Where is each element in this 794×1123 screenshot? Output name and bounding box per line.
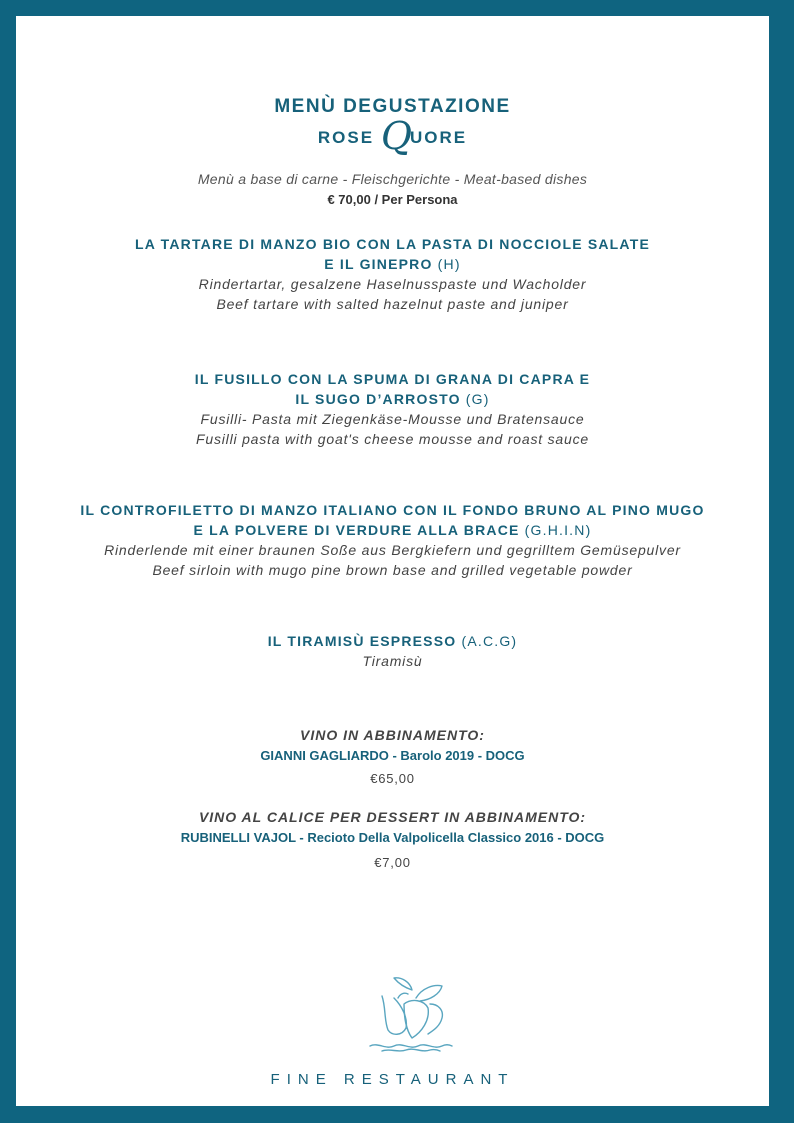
wine-1-price: €65,00: [370, 771, 415, 786]
course-1-desc-de: Rindertartar, gesalzene Haselnusspaste und Wacholder: [198, 276, 587, 292]
course-2: [16, 369, 769, 449]
course-2-allergens: (G): [465, 391, 490, 407]
course-4-desc: Tiramisù: [362, 653, 423, 669]
course-4-title: [16, 631, 769, 651]
course-3-allergens: (G.H.I.N): [524, 522, 592, 538]
menu-page: [16, 16, 769, 1106]
wine-1-heading: VINO IN ABBINAMENTO:: [300, 727, 485, 743]
menu-subtitle: Menù a base di carne - Fleischgerichte - Meat-based dishes: [197, 171, 588, 187]
brand-q-letter: Q: [380, 114, 412, 158]
course-4-allergens: (A.C.G): [461, 633, 518, 649]
brand-uore: UORE: [409, 128, 468, 147]
course-2-title-line2-text: IL SUGO D’ARROSTO: [295, 391, 461, 407]
course-2-title-line1: IL FUSILLO CON LA SPUMA DI GRANA DI CAPRA E: [194, 371, 591, 387]
wine-1-name: GIANNI GAGLIARDO - Barolo 2019 - DOCG: [260, 748, 525, 763]
course-3-title-line1: IL CONTROFILETTO DI MANZO ITALIANO CON IL FONDO BRUNO AL PINO MUGO: [80, 502, 705, 518]
wine-2-name: RUBINELLI VAJOL - Recioto Della Valpolicella Classico 2016 - DOCG: [180, 830, 605, 845]
course-2-desc-en: Fusilli pasta with goat's cheese mousse and roast sauce: [196, 431, 589, 447]
course-1: [16, 234, 769, 314]
wine-2-heading: VINO AL CALICE PER DESSERT IN ABBINAMENTO:: [198, 809, 587, 825]
course-1-title-line1: LA TARTARE DI MANZO BIO CON LA PASTA DI NOCCIOLE SALATE: [134, 236, 650, 252]
brand-name: [16, 114, 769, 158]
course-2-title-line2: [16, 389, 769, 409]
course-1-desc-en: Beef tartare with salted hazelnut paste and juniper: [216, 296, 569, 312]
course-1-title-line2-text: E IL GINEPRO: [324, 256, 433, 272]
course-4-title-text: IL TIRAMISÙ ESPRESSO: [267, 633, 457, 649]
footer-text: FINE RESTAURANT: [270, 1071, 515, 1088]
menu-price: € 70,00 / Per Persona: [327, 192, 458, 207]
course-3-desc-de: Rinderlende mit einer braunen Soße aus Bergkiefern und gegrilltem Gemüsepulver: [104, 542, 681, 558]
course-4: [16, 631, 769, 671]
brand-rose: ROSE: [317, 128, 375, 147]
course-3: [16, 500, 769, 580]
course-2-desc-de: Fusilli- Pasta mit Ziegenkäse-Mousse und Bratensauce: [200, 411, 585, 427]
course-1-title-line2: [16, 254, 769, 274]
course-3-desc-en: Beef sirloin with mugo pine brown base and grilled vegetable powder: [152, 562, 633, 578]
course-3-title-line2: [16, 520, 769, 540]
rose-logo-icon: [368, 974, 454, 1054]
course-1-allergens: (H): [437, 256, 461, 272]
course-3-title-line2-text: E LA POLVERE DI VERDURE ALLA BRACE: [193, 522, 520, 538]
wine-2-price: €7,00: [374, 855, 411, 870]
menu-title: MENÙ DEGUSTAZIONE: [274, 96, 511, 117]
